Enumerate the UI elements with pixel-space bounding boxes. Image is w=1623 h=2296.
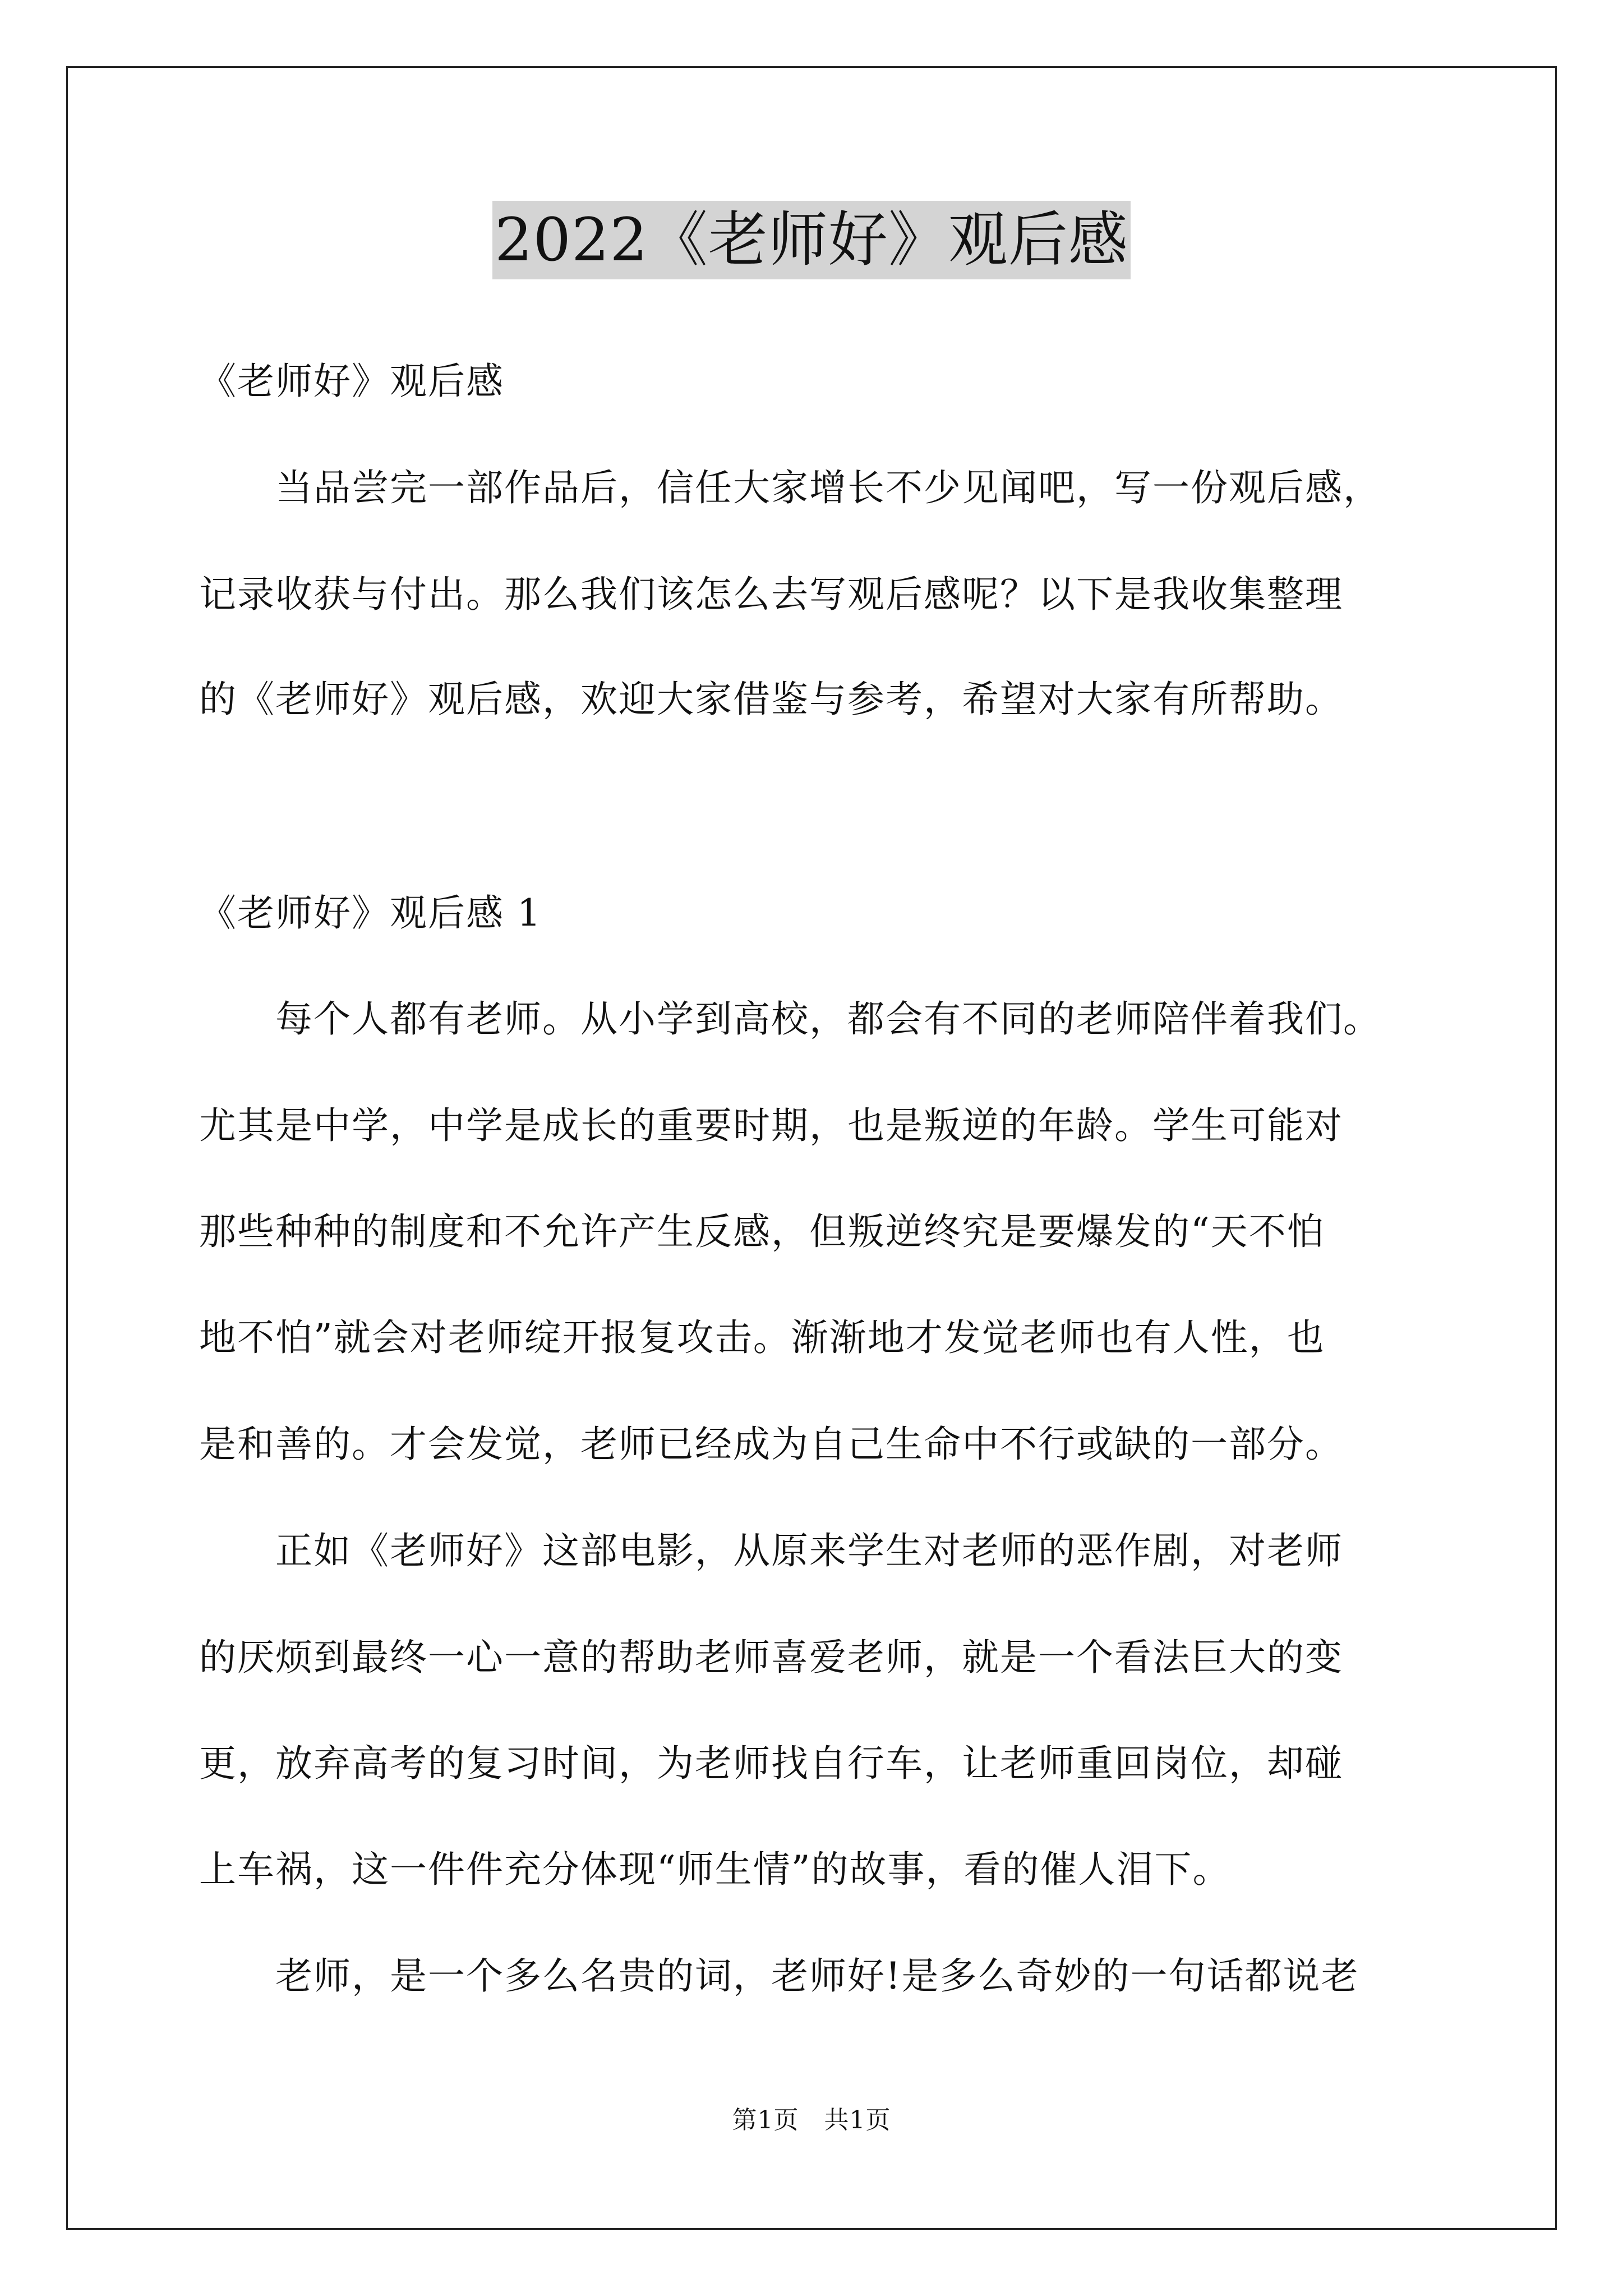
body-line: 正如《老师好》这部电影，从原来学生对老师的恶作剧，对老师 <box>199 1529 1343 1572</box>
intro-line: 记录收获与付出。那么我们该怎么去写观后感呢？以下是我收集整理 <box>199 573 1343 616</box>
body-line: 上车祸，这一件件充分体现“师生情”的故事，看的催人泪下。 <box>199 1848 1231 1891</box>
body-line: 那些种种的制度和不允许产生反感，但叛逆终究是要爆发的“天不怕 <box>199 1210 1325 1253</box>
document-title: 2022《老师好》观后感 <box>492 201 1131 279</box>
document-subtitle: 《老师好》观后感 <box>199 360 504 403</box>
body-line: 每个人都有老师。从小学到高校，都会有不同的老师陪伴着我们。 <box>199 997 1381 1041</box>
intro-line: 的《老师好》观后感，欢迎大家借鉴与参考，希望对大家有所帮助。 <box>199 678 1343 721</box>
intro-line: 当品尝完一部作品后，信任大家增长不少见闻吧，写一份观后感， <box>199 466 1381 509</box>
page-footer: 第1页 共1页 <box>732 2106 891 2134</box>
body-line: 的厌烦到最终一心一意的帮助老师喜爱老师，就是一个看法巨大的变 <box>199 1636 1343 1679</box>
body-line: 尤其是中学，中学是成长的重要时期，也是叛逆的年龄。学生可能对 <box>199 1104 1343 1147</box>
body-line: 是和善的。才会发觉，老师已经成为自己生命中不行或缺的一部分。 <box>199 1423 1343 1466</box>
body-line: 地不怕”就会对老师绽开报复攻击。渐渐地才发觉老师也有人性，也 <box>199 1316 1325 1359</box>
body-line: 老师，是一个多么名贵的词，老师好!是多么奇妙的一句话都说老 <box>199 1954 1359 1998</box>
body-line: 更，放弃高考的复习时间，为老师找自行车，让老师重回岗位，却碰 <box>199 1742 1343 1785</box>
section-heading: 《老师好》观后感 1 <box>199 891 542 935</box>
title-container <box>0 201 1623 279</box>
